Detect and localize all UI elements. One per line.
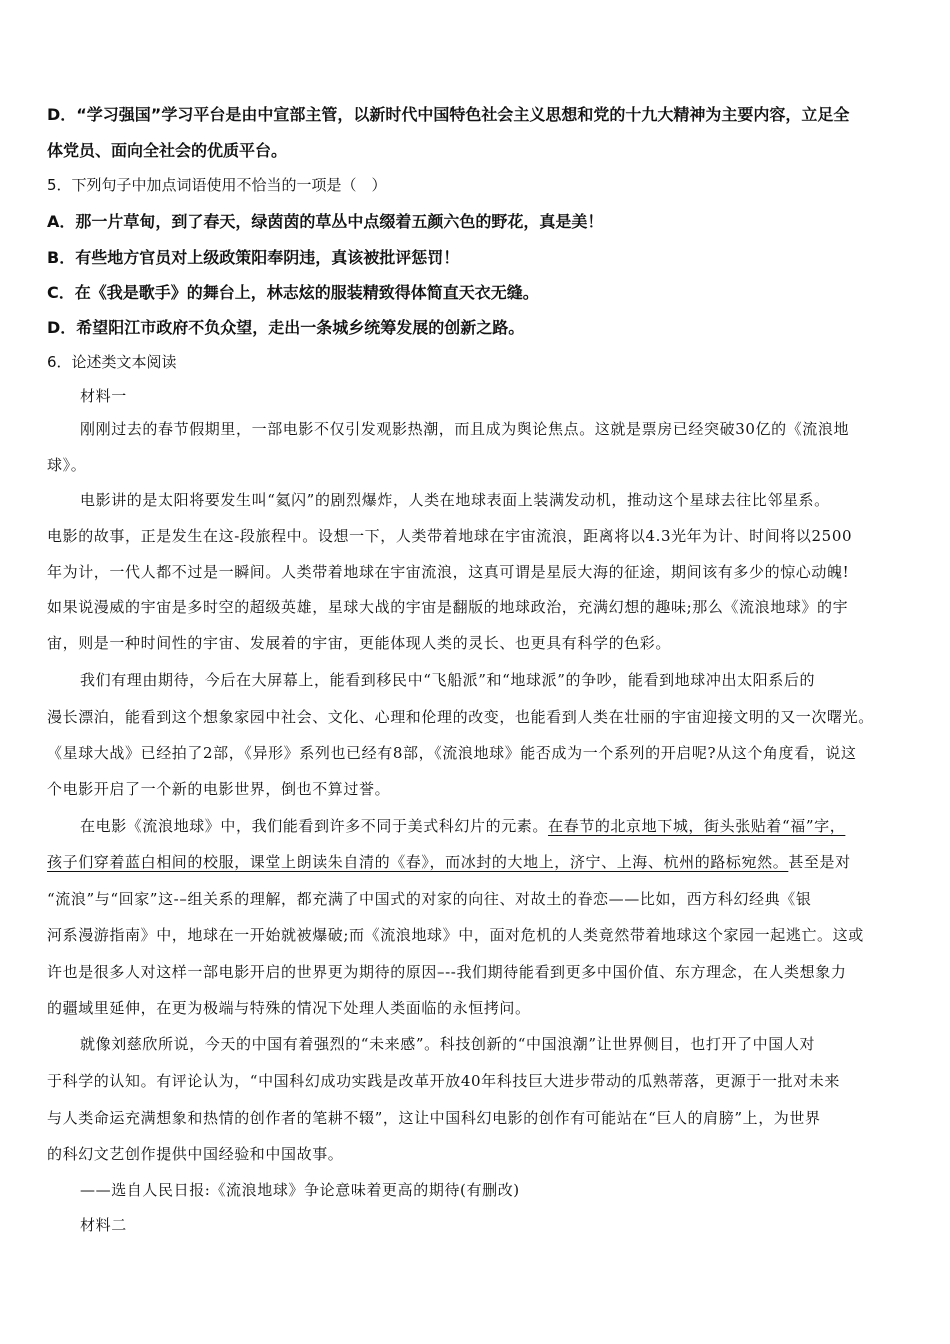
p1-line: 刚刚过去的春节假期里，一部电影不仅引发观影热潮，而且成为舆论焦点。这就是票房已经突破30亿的《流浪地 <box>80 420 850 438</box>
p3-line: 个电影开启了一个新的电影世界，倒也不算过誉。 <box>47 780 391 798</box>
p2-line: 年为计，一代人都不过是一瞬间。人类带着地球在宇宙流浪，这真可谓是星辰大海的征途，期间该有多少的惊心动魄! <box>47 563 850 581</box>
p3-line: 《星球大战》已经拍了2部，《异形》系列也已经有8部，《流浪地球》能否成为一个系列的开启呢?从这个角度看，说这 <box>47 744 857 762</box>
p5-line: 于科学的认知。有评论认为，“中国科幻成功实践是改革开放40年科技巨大进步带动的瓜熟蒂落，更源于一批对未来 <box>47 1072 840 1090</box>
p3-line: 我们有理由期待，今后在大屏幕上，能看到移民中“飞船派”和“地球派”的争吵，能看到地球冲出太阳系后的 <box>80 671 816 689</box>
q6-heading: 6．论述类文本阅读 <box>47 353 177 371</box>
material1-label: 材料一 <box>80 387 127 405</box>
p3-line: 漫长漂泊，能看到这个想象家园中社会、文化、心理和伦理的改变，也能看到人类在壮丽的宇宙迎接文明的又一次曙光。 <box>47 708 874 726</box>
p4-line: 河系漫游指南》中，地球在一开始就被爆破;而《流浪地球》中，面对危机的人类竟然带着地球这个家园一起逃亡。这或 <box>47 926 864 944</box>
p5-line: 与人类命运充满想象和热情的创作者的笔耕不辍”，这让中国科幻电影的创作有可能站在“巨人的肩膀”上，为世界 <box>47 1109 821 1127</box>
q4-option-d-line1: D．“学习强国”学习平台是由中宣部主管，以新时代中国特色社会主义思想和党的十九大精神为主要内容，立足全 <box>47 105 850 124</box>
p2-line: 电影讲的是太阳将要发生叫“氦闪”的剧烈爆炸，人类在地球表面上装满发动机，推动这个星球去往比邻星系。 <box>80 491 830 509</box>
p4-underlined-text: 孩子们穿着蓝白相间的校服，课堂上朗读朱自清的《春》，而冰封的大地上，济宁、上海、杭州的路标宛然。 <box>47 853 789 871</box>
q5-option-a: A．那一片草甸，到了春天，绿茵茵的草丛中点缀着五颜六色的野花，真是美！ <box>47 212 604 231</box>
p2-line: 如果说漫威的宇宙是多时空的超级英雄，星球大战的宇宙是翻版的地球政治，充满幻想的趣味;那么《流浪地球》的宇 <box>47 598 849 616</box>
p4-line: 许也是很多人对这样一部电影开启的世界更为期待的原因–--我们期待能看到更多中国价值、东方理念，在人类想象力 <box>47 963 847 981</box>
q5-option-c: C．在《我是歌手》的舞台上，林志炫的服装精致得体简直天衣无缝。 <box>47 283 539 302</box>
q4-option-d-line2: 体党员、面向全社会的优质平台。 <box>47 141 288 160</box>
material2-label: 材料二 <box>80 1216 127 1234</box>
q5-option-b: B．有些地方官员对上级政策阳奉阴违，真该被批评惩罚！ <box>47 248 460 267</box>
p4-plain-text: 甚至是对 <box>788 853 851 871</box>
p4-line: “流浪”与“回家”这-–组关系的理解，都充满了中国式的对家的向往、对故土的眷恋——比如，西方科幻经典《银 <box>47 890 812 908</box>
p5-line: 就像刘慈欣所说，今天的中国有着强烈的“未来感”。科技创新的“中国浪潮”让世界侧目，也打开了中国人对 <box>80 1035 816 1053</box>
p2-line: 电影的故事，正是发生在这-段旅程中。设想一下，人类带着地球在宇宙流浪，距离将以4.3光年为计、时间将以2500 <box>47 527 853 545</box>
p4-underlined-text: 在春节的北京地下城，街头张贴着“福”字， <box>548 817 846 835</box>
q5-stem: 5．下列句子中加点词语使用不恰当的一项是（ ） <box>47 176 387 194</box>
p2-line: 宙，则是一种时间性的宇宙、发展着的宇宙，更能体现人类的灵长、也更具有科学的色彩。 <box>47 634 672 652</box>
p4-line: 的疆域里延伸，在更为极端与特殊的情况下处理人类面临的永恒拷问。 <box>47 999 531 1017</box>
p5-line: 的科幻文艺创作提供中国经验和中国故事。 <box>47 1145 344 1163</box>
q5-option-d: D．希望阳江市政府不负众望，走出一条城乡统筹发展的创新之路。 <box>47 318 525 337</box>
p4-line1 <box>80 815 845 836</box>
p1-line: 球》。 <box>47 456 87 474</box>
source-citation: ——选自人民日报:《流浪地球》争论意味着更高的期待(有删改) <box>80 1181 520 1199</box>
p4-line2 <box>47 851 851 872</box>
p4-plain-text: 在电影《流浪地球》中，我们能看到许多不同于美式科幻片的元素。 <box>80 817 549 835</box>
